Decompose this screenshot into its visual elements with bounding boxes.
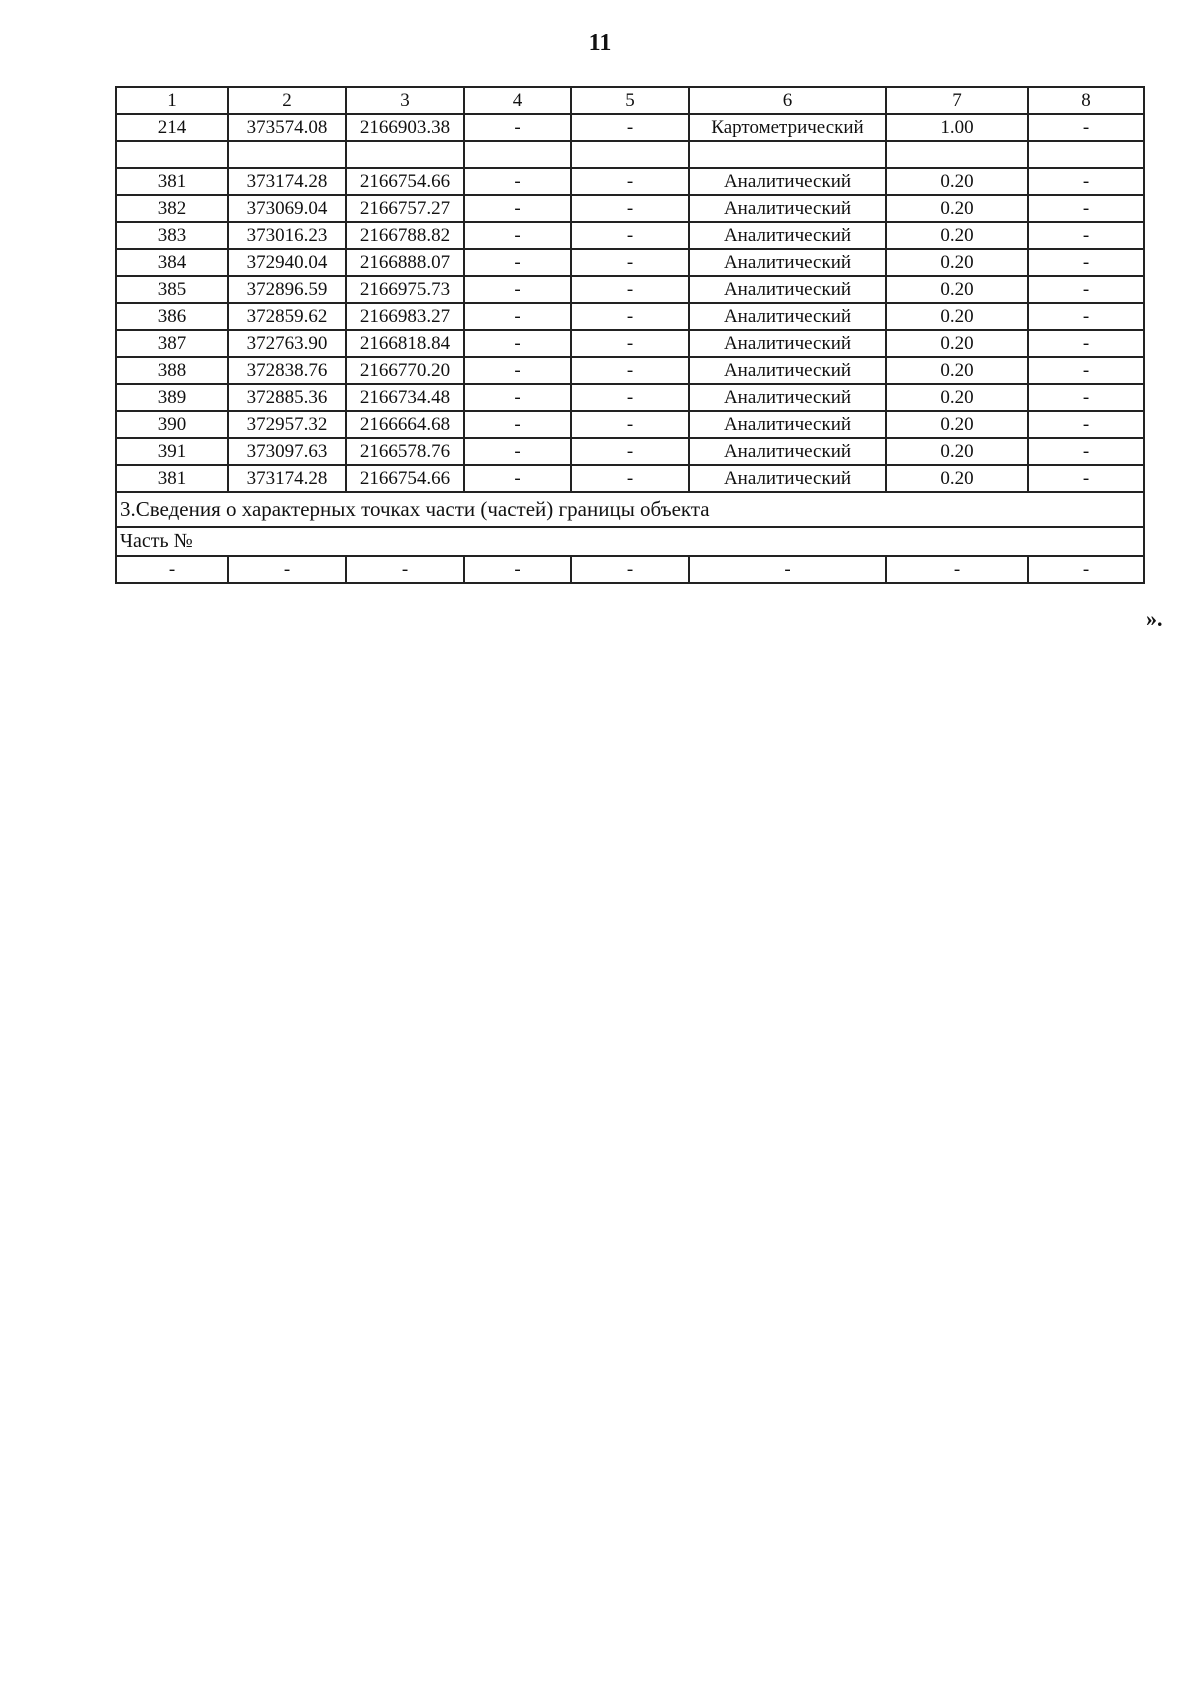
table-cell: - <box>464 411 571 438</box>
table-cell: - <box>464 114 571 141</box>
table-cell: 0.20 <box>886 357 1028 384</box>
table-cell: - <box>1028 438 1144 465</box>
table-cell: 372763.90 <box>228 330 346 357</box>
table-cell: - <box>464 384 571 411</box>
table-cell: 381 <box>116 168 228 195</box>
table-cell: 384 <box>116 249 228 276</box>
table-cell: - <box>1028 465 1144 492</box>
table-cell: - <box>886 556 1028 583</box>
table-cell: - <box>571 168 689 195</box>
table-cell: 2166754.66 <box>346 465 464 492</box>
boundary-points-table <box>115 86 1145 584</box>
table-cell: - <box>1028 249 1144 276</box>
table-cell: - <box>464 222 571 249</box>
table-cell: - <box>464 357 571 384</box>
table-cell <box>228 141 346 168</box>
table-cell: - <box>464 303 571 330</box>
table-row <box>116 114 1144 141</box>
table-row <box>116 438 1144 465</box>
table-cell: 2166754.66 <box>346 168 464 195</box>
table-cell: 382 <box>116 195 228 222</box>
table-cell: 2 <box>228 87 346 114</box>
table-cell: 214 <box>116 114 228 141</box>
table-cell: - <box>116 556 228 583</box>
table-row <box>116 330 1144 357</box>
table-cell: 372885.36 <box>228 384 346 411</box>
table-cell: 2166734.48 <box>346 384 464 411</box>
table-cell: 0.20 <box>886 195 1028 222</box>
table-cell: 373097.63 <box>228 438 346 465</box>
table-cell: Аналитический <box>689 195 886 222</box>
table-row <box>116 411 1144 438</box>
table-cell: - <box>1028 195 1144 222</box>
table-cell <box>1028 141 1144 168</box>
table-cell: - <box>1028 411 1144 438</box>
table-cell: 0.20 <box>886 330 1028 357</box>
table-cell: 372957.32 <box>228 411 346 438</box>
table-cell: - <box>1028 357 1144 384</box>
table-cell: 0.20 <box>886 438 1028 465</box>
table-cell: 0.20 <box>886 276 1028 303</box>
table-cell: 5 <box>571 87 689 114</box>
table-cell: 389 <box>116 384 228 411</box>
table-cell: 2166975.73 <box>346 276 464 303</box>
table-cell: - <box>464 438 571 465</box>
table-cell: 0.20 <box>886 465 1028 492</box>
table-cell: - <box>1028 168 1144 195</box>
table-cell: - <box>1028 114 1144 141</box>
table-cell: - <box>571 249 689 276</box>
table-cell: - <box>464 465 571 492</box>
table-cell: 387 <box>116 330 228 357</box>
table-cell: 391 <box>116 438 228 465</box>
table-cell: 1.00 <box>886 114 1028 141</box>
table-cell: Аналитический <box>689 303 886 330</box>
table-cell: 2166983.27 <box>346 303 464 330</box>
table-cell: - <box>571 357 689 384</box>
table-cell: 383 <box>116 222 228 249</box>
table-cell: - <box>571 384 689 411</box>
table-cell: 6 <box>689 87 886 114</box>
table-cell: - <box>1028 384 1144 411</box>
table-cell: - <box>1028 330 1144 357</box>
table-cell: Аналитический <box>689 330 886 357</box>
table-cell: - <box>464 249 571 276</box>
table-cell: - <box>1028 222 1144 249</box>
table-cell <box>571 141 689 168</box>
table-cell: - <box>464 330 571 357</box>
table-empty-row <box>116 141 1144 168</box>
table-row <box>116 276 1144 303</box>
table-cell: - <box>1028 556 1144 583</box>
table-cell: - <box>464 195 571 222</box>
table-row <box>116 556 1144 583</box>
table-cell: - <box>571 195 689 222</box>
table-cell: - <box>1028 303 1144 330</box>
table-cell: 0.20 <box>886 303 1028 330</box>
table-row <box>116 222 1144 249</box>
table-cell: Аналитический <box>689 438 886 465</box>
table-cell: - <box>571 276 689 303</box>
part-label-row <box>116 527 1144 556</box>
table-cell: 2166818.84 <box>346 330 464 357</box>
table-cell: 0.20 <box>886 411 1028 438</box>
table-cell: - <box>228 556 346 583</box>
page-number: 11 <box>588 30 612 56</box>
table-cell: Картометрический <box>689 114 886 141</box>
table-row <box>116 303 1144 330</box>
table-cell: - <box>571 411 689 438</box>
table-cell: - <box>571 222 689 249</box>
table-cell: - <box>464 168 571 195</box>
table-cell: 3 <box>346 87 464 114</box>
table-cell: 373016.23 <box>228 222 346 249</box>
table-cell <box>464 141 571 168</box>
section-title-row <box>116 492 1144 527</box>
table-cell: Аналитический <box>689 222 886 249</box>
table-cell: 0.20 <box>886 222 1028 249</box>
table-cell <box>886 141 1028 168</box>
table-cell: 390 <box>116 411 228 438</box>
table-cell: 373574.08 <box>228 114 346 141</box>
table-cell: 2166888.07 <box>346 249 464 276</box>
table-cell: - <box>464 556 571 583</box>
table-cell: - <box>1028 276 1144 303</box>
table-cell: Аналитический <box>689 384 886 411</box>
table-cell: Аналитический <box>689 465 886 492</box>
table-cell: 372940.04 <box>228 249 346 276</box>
table-cell: - <box>464 276 571 303</box>
table-cell: Аналитический <box>689 168 886 195</box>
table-cell: 2166757.27 <box>346 195 464 222</box>
table-cell: 0.20 <box>886 249 1028 276</box>
table-cell: 2166903.38 <box>346 114 464 141</box>
table-cell: 0.20 <box>886 384 1028 411</box>
table-cell: 381 <box>116 465 228 492</box>
table-cell: 2166788.82 <box>346 222 464 249</box>
table-cell: - <box>571 303 689 330</box>
table-cell: - <box>571 556 689 583</box>
table-cell: 7 <box>886 87 1028 114</box>
table-cell: 2166664.68 <box>346 411 464 438</box>
table-cell: 372859.62 <box>228 303 346 330</box>
table-cell: 8 <box>1028 87 1144 114</box>
table-cell <box>116 141 228 168</box>
table-cell: 386 <box>116 303 228 330</box>
table-cell: - <box>571 330 689 357</box>
table-cell: Аналитический <box>689 357 886 384</box>
table-row <box>116 195 1144 222</box>
table-row <box>116 384 1144 411</box>
table-cell: - <box>689 556 886 583</box>
table-cell: Аналитический <box>689 411 886 438</box>
table-row <box>116 168 1144 195</box>
table-cell: 2166770.20 <box>346 357 464 384</box>
table-cell: - <box>571 465 689 492</box>
table-cell <box>346 141 464 168</box>
table-cell: 372838.76 <box>228 357 346 384</box>
table-row <box>116 249 1144 276</box>
table-cell: Аналитический <box>689 249 886 276</box>
table-cell: 388 <box>116 357 228 384</box>
part-label-row-text: Часть № <box>116 527 1144 556</box>
table-cell: - <box>571 114 689 141</box>
table-cell: 4 <box>464 87 571 114</box>
table-cell: 372896.59 <box>228 276 346 303</box>
table-cell: 373069.04 <box>228 195 346 222</box>
table-cell: - <box>346 556 464 583</box>
table-cell: 373174.28 <box>228 465 346 492</box>
table-cell: 373174.28 <box>228 168 346 195</box>
table-cell: 2166578.76 <box>346 438 464 465</box>
table-cell: 1 <box>116 87 228 114</box>
table-cell: - <box>571 438 689 465</box>
closing-quote-mark: ». <box>1146 606 1163 631</box>
table-cell: 0.20 <box>886 168 1028 195</box>
section-title-row-text: 3.Сведения о характерных точках части (частей) границы объекта <box>116 492 1144 527</box>
table-header-row <box>116 87 1144 114</box>
table-cell: Аналитический <box>689 276 886 303</box>
table-row <box>116 357 1144 384</box>
table-row <box>116 465 1144 492</box>
table-cell <box>689 141 886 168</box>
table-cell: 385 <box>116 276 228 303</box>
